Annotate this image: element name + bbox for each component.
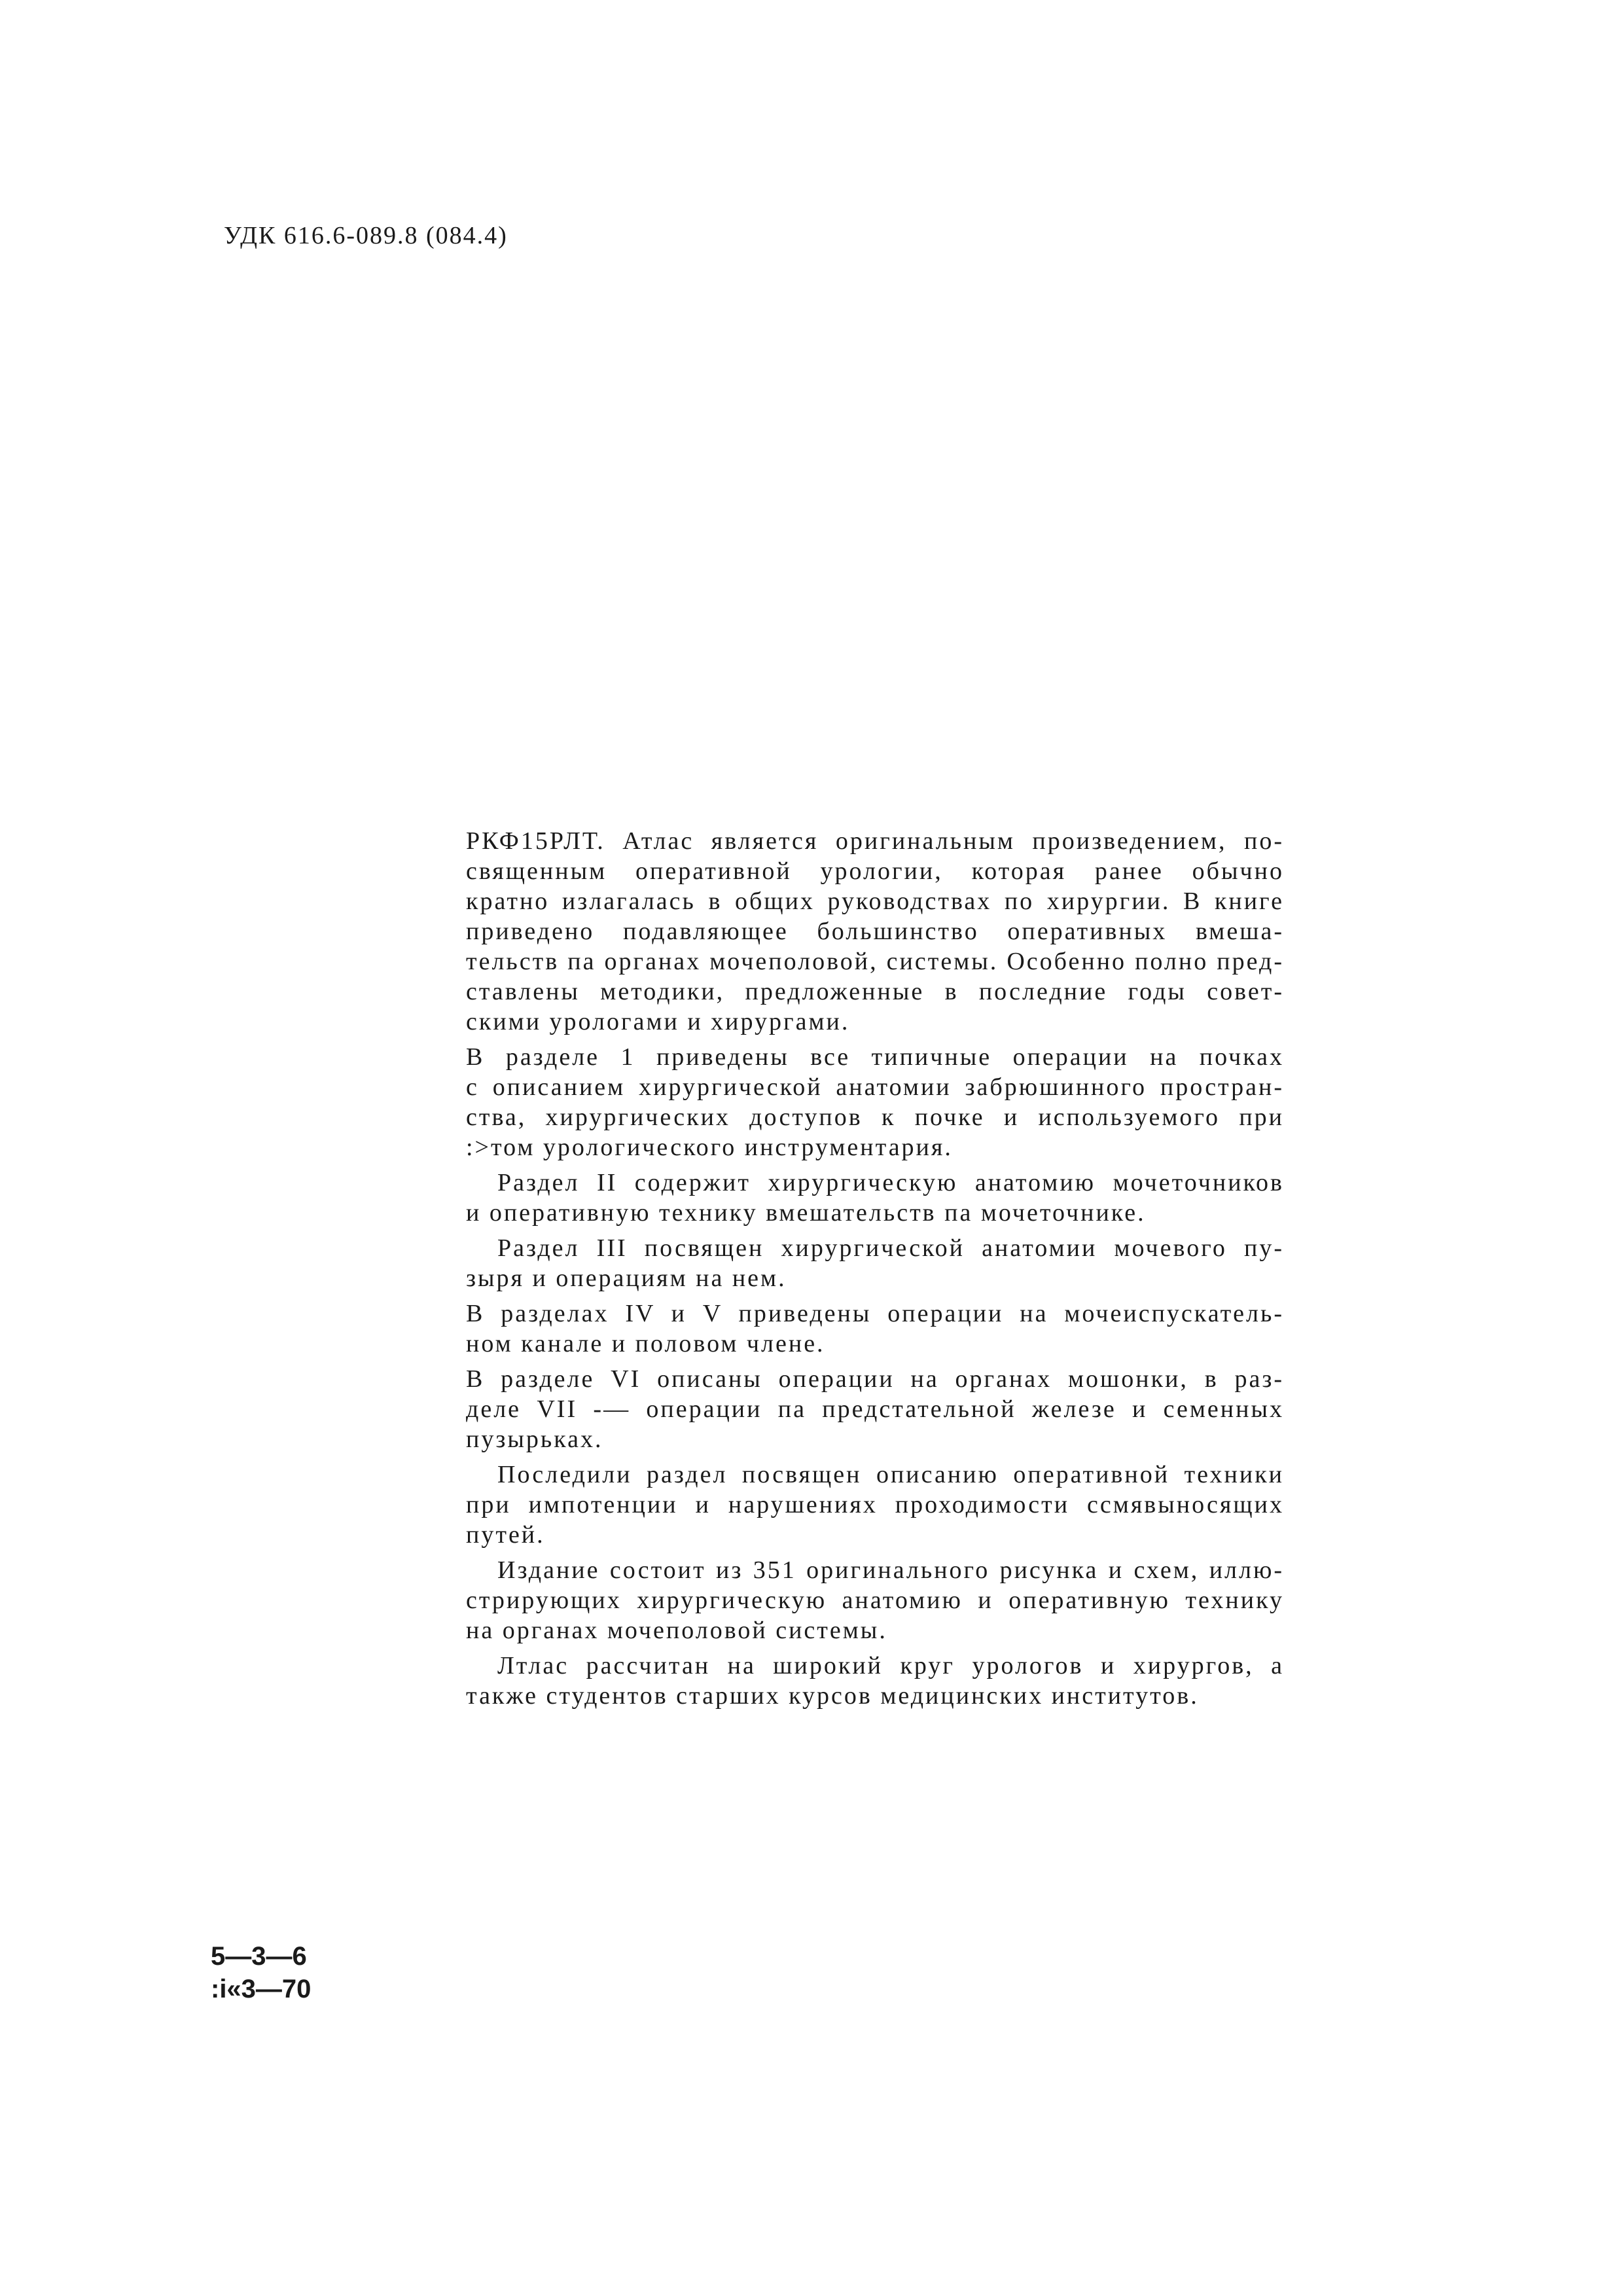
text-line: Лтлас рассчитан на широкий круг урологов и хирургов, а xyxy=(497,1652,1284,1679)
text-line: :>том урологического инструментария. xyxy=(466,1134,953,1161)
text-line: пузырьках. xyxy=(466,1426,603,1453)
text-line: Раздел II содержит хирургическую анатомию мочеточников xyxy=(497,1169,1284,1196)
text-line: с описанием хирургической анатомии забрюшинного простран- xyxy=(466,1073,1284,1101)
publication-codes xyxy=(211,1940,311,2005)
annotation-text xyxy=(466,826,1284,1716)
paragraph-last-section xyxy=(466,1460,1284,1550)
text-line: В разделе 1 приведены все типичные операции на почках xyxy=(466,1043,1284,1071)
text-line: деле VII -— операции па предстательной железе и семенных xyxy=(466,1395,1284,1423)
paragraph-sections-6-7 xyxy=(466,1364,1284,1454)
publication-code-line: 5—3—6 xyxy=(211,1942,307,1971)
text-line: стрирующих хирургическую анатомию и оперативную технику xyxy=(466,1587,1284,1614)
text-line: путей. xyxy=(466,1521,545,1549)
text-line: на органах мочеполовой системы. xyxy=(466,1617,887,1644)
paragraph-sections-4-5 xyxy=(466,1299,1284,1359)
text-line: РКФ15РЛТ. Атлас является оригинальным произведением, по- xyxy=(466,827,1284,855)
text-line: В разделах IV и V приведены операции на мочеиспускатель- xyxy=(466,1300,1284,1327)
text-line: и оперативную технику вмешательств па мочеточнике. xyxy=(466,1199,1146,1227)
text-line: священным оперативной урологии, которая ранее обычно xyxy=(466,857,1284,885)
text-line: ставлены методики, предложенные в последние годы совет- xyxy=(466,978,1284,1005)
text-line: ном канале и половом члене. xyxy=(466,1330,825,1357)
text-line: тельств па органах мочеполовой, системы. Особенно полно пред- xyxy=(466,948,1284,975)
paragraph-section-2 xyxy=(466,1168,1284,1228)
paragraph-audience xyxy=(466,1651,1284,1711)
text-line: ства, хирургических доступов к почке и используемого при xyxy=(466,1103,1284,1131)
text-line: В разделе VI описаны операции на органах мошонки, в раз- xyxy=(466,1365,1284,1393)
text-line: также студентов старших курсов медицинских институтов. xyxy=(466,1682,1199,1710)
text-line: зыря и операциям на нем. xyxy=(466,1265,787,1292)
paragraph-section-3 xyxy=(466,1233,1284,1293)
text-line: Последили раздел посвящен описанию оперативной техники xyxy=(497,1461,1284,1488)
text-line: Раздел III посвящен хирургической анатомии мочевого пу- xyxy=(497,1234,1284,1262)
text-line: при импотенции и нарушениях проходимости ссмявыносящих xyxy=(466,1491,1284,1518)
text-line: приведено подавляющее большинство оперативных вмеша- xyxy=(466,918,1284,945)
paragraph-illustrations xyxy=(466,1555,1284,1645)
text-line: Издание состоит из 351 оригинального рисунка и схем, иллю- xyxy=(497,1556,1284,1584)
publication-code-line: :i«3—70 xyxy=(211,1975,312,2003)
udk-classification: УДК 616.6-089.8 (084.4) xyxy=(224,222,508,249)
text-line: скими урологами и хирургами. xyxy=(466,1008,850,1035)
paragraph-intro xyxy=(466,826,1284,1037)
paragraph-section-1 xyxy=(466,1042,1284,1162)
text-line: кратно излагалась в общих руководствах по хирургии. В книге xyxy=(466,888,1284,915)
